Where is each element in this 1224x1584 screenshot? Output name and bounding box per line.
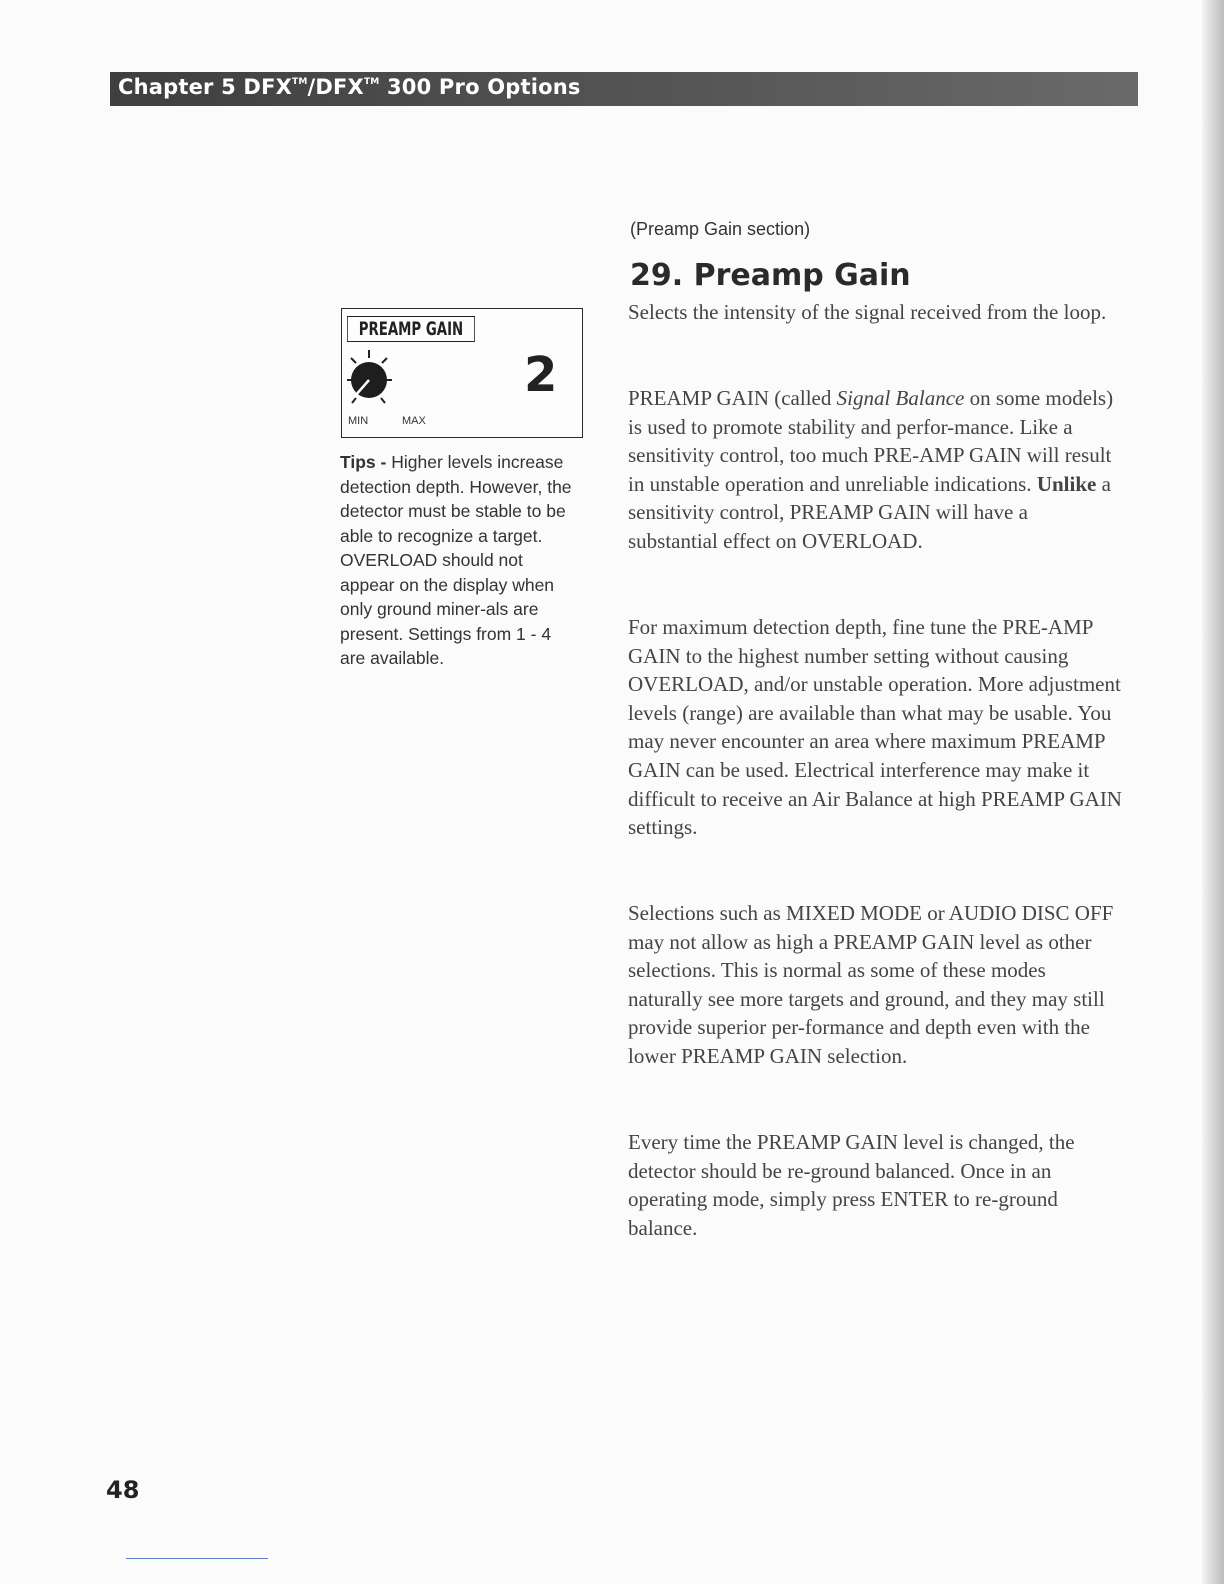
paragraph-1: Selects the intensity of the signal received from the loop. [628,300,1107,324]
lcd-value: 2 [524,347,558,403]
lcd-min-label: MIN [348,415,369,427]
chapter-header-bar [110,72,1138,106]
section-heading: 29. Preamp Gain [630,258,911,293]
footer-rule [126,1558,268,1559]
lcd-display [341,308,583,438]
paragraph-2: PREAMP GAIN (called Signal Balance on some models) is used to promote stability and perfor-mance. Like a sensitivity control, too much PRE-AMP GAIN will result in unstable operation and unreliable indications. Unlike a sensitivity control, PREAMP GAIN will have a substantial effect on OVERLOAD. [628,386,1114,553]
lcd-max-label: MAX [402,415,426,427]
paragraph-3: For maximum detection depth, fine tune the PRE-AMP GAIN to the highest number setting without causing OVERLOAD, and/or unstable operation. More adjustment levels (range) are available than what may be usable. You may never encounter an area where maximum PREAMP GAIN can be used. Electrical interference may make it difficult to receive an Air Balance at high PREAMP GAIN settings. [628,615,1122,840]
chapter-title: Chapter 5 DFX™/DFX™ 300 Pro Options [118,75,581,99]
paragraph-4: Selections such as MIXED MODE or AUDIO DISC OFF may not allow as high a PREAMP GAIN level as other selections. This is normal as some of these modes naturally see more targets and ground, and they may still provide superior per-formance and depth even with the lower PREAMP GAIN selection. [628,901,1114,1068]
paragraph-5: Every time the PREAMP GAIN level is changed, the detector should be re-ground balanced. Once in an operating mode, simply press ENTER to re-ground balance. [628,1130,1075,1240]
rotary-knob-icon [347,347,427,417]
page-number: 48 [106,1476,140,1504]
page-edge-shadow [1202,0,1224,1584]
lcd-label: PREAMP GAIN [347,316,475,342]
section-note: (Preamp Gain section) [630,219,811,239]
tips-note: Tips - Higher levels increase detection depth. However, the detector must be stable to be able to recognize a target. OVERLOAD should not appear on the display when only ground miner-als are present. Settings from 1 - 4 are available. [340,452,572,668]
